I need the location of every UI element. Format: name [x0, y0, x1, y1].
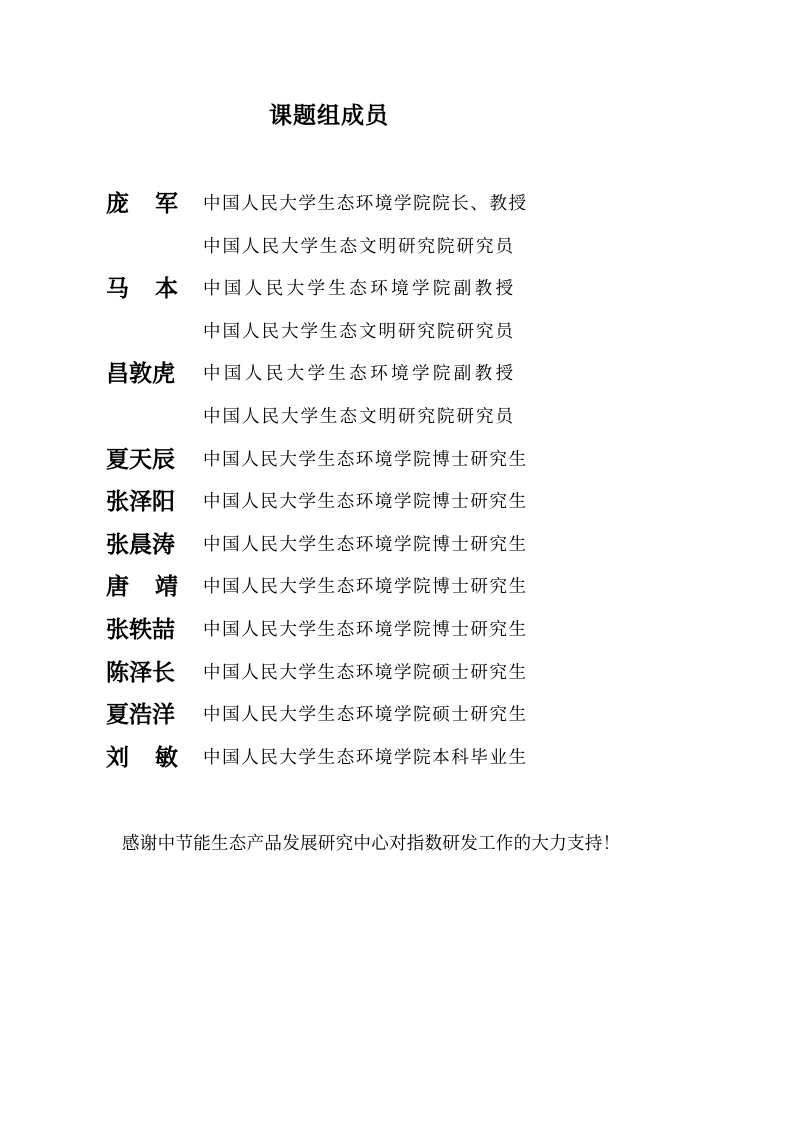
member-row	[106, 525, 576, 568]
member-affiliation: 中国人民大学生态环境学院副教授	[203, 279, 517, 300]
member-name: 陈泽长	[106, 659, 175, 686]
member-list	[106, 184, 576, 780]
member-name-char: 刘	[106, 744, 129, 771]
member-name	[106, 572, 178, 602]
member-affiliation: 中国人民大学生态环境学院博士研究生	[203, 492, 528, 513]
member-name-char: 唐	[106, 574, 129, 601]
member-row	[106, 695, 576, 738]
member-affiliation: 中国人民大学生态环境学院博士研究生	[203, 619, 528, 640]
member-name	[106, 743, 178, 773]
member-row	[106, 184, 576, 227]
member-affiliation: 中国人民大学生态环境学院博士研究生	[203, 534, 528, 555]
member-affiliation: 中国人民大学生态环境学院副教授	[203, 364, 517, 385]
member-name	[106, 274, 178, 304]
member-name-char: 军	[155, 191, 178, 217]
member-affiliation: 中国人民大学生态文明研究院研究员	[203, 321, 515, 342]
member-row	[106, 440, 576, 483]
member-affiliation: 中国人民大学生态环境学院博士研究生	[203, 449, 528, 470]
member-affiliation: 中国人民大学生态文明研究院研究员	[203, 406, 515, 427]
member-affiliation: 中国人民大学生态环境学院院长、教授	[203, 194, 528, 214]
member-row	[106, 567, 576, 610]
member-name	[106, 189, 178, 219]
member-row	[106, 653, 576, 696]
member-affiliation: 中国人民大学生态环境学院博士研究生	[203, 577, 528, 598]
member-affiliation: 中国人民大学生态环境学院硕士研究生	[203, 662, 528, 683]
member-row	[106, 269, 576, 312]
member-affiliation: 中国人民大学生态环境学院硕士研究生	[203, 705, 528, 726]
member-affiliation: 中国人民大学生态环境学院本科毕业生	[203, 747, 528, 768]
member-row	[106, 354, 576, 397]
member-row-continued	[106, 227, 576, 270]
page-title: 课题组成员	[269, 103, 389, 129]
acknowledgement-text: 感谢中节能生态产品发展研究中心对指数研发工作的大力支持！	[122, 834, 621, 854]
member-name: 夏天辰	[106, 446, 175, 473]
member-name: 昌敦虎	[106, 361, 175, 388]
member-name-char: 马	[106, 276, 129, 303]
member-row-continued	[106, 312, 576, 355]
member-name: 张轶喆	[106, 616, 175, 643]
member-affiliation: 中国人民大学生态文明研究院研究员	[203, 236, 515, 257]
member-name-char: 敏	[155, 744, 178, 771]
member-row	[106, 610, 576, 653]
member-name-char: 庞	[106, 191, 129, 217]
member-row	[106, 738, 576, 781]
member-name: 张晨涛	[106, 531, 175, 558]
member-row	[106, 482, 576, 525]
member-name: 张泽阳	[106, 489, 175, 516]
member-row-continued	[106, 397, 576, 440]
member-name-char: 靖	[155, 574, 178, 601]
member-name-char: 本	[155, 276, 178, 303]
member-name: 夏浩洋	[106, 702, 175, 729]
